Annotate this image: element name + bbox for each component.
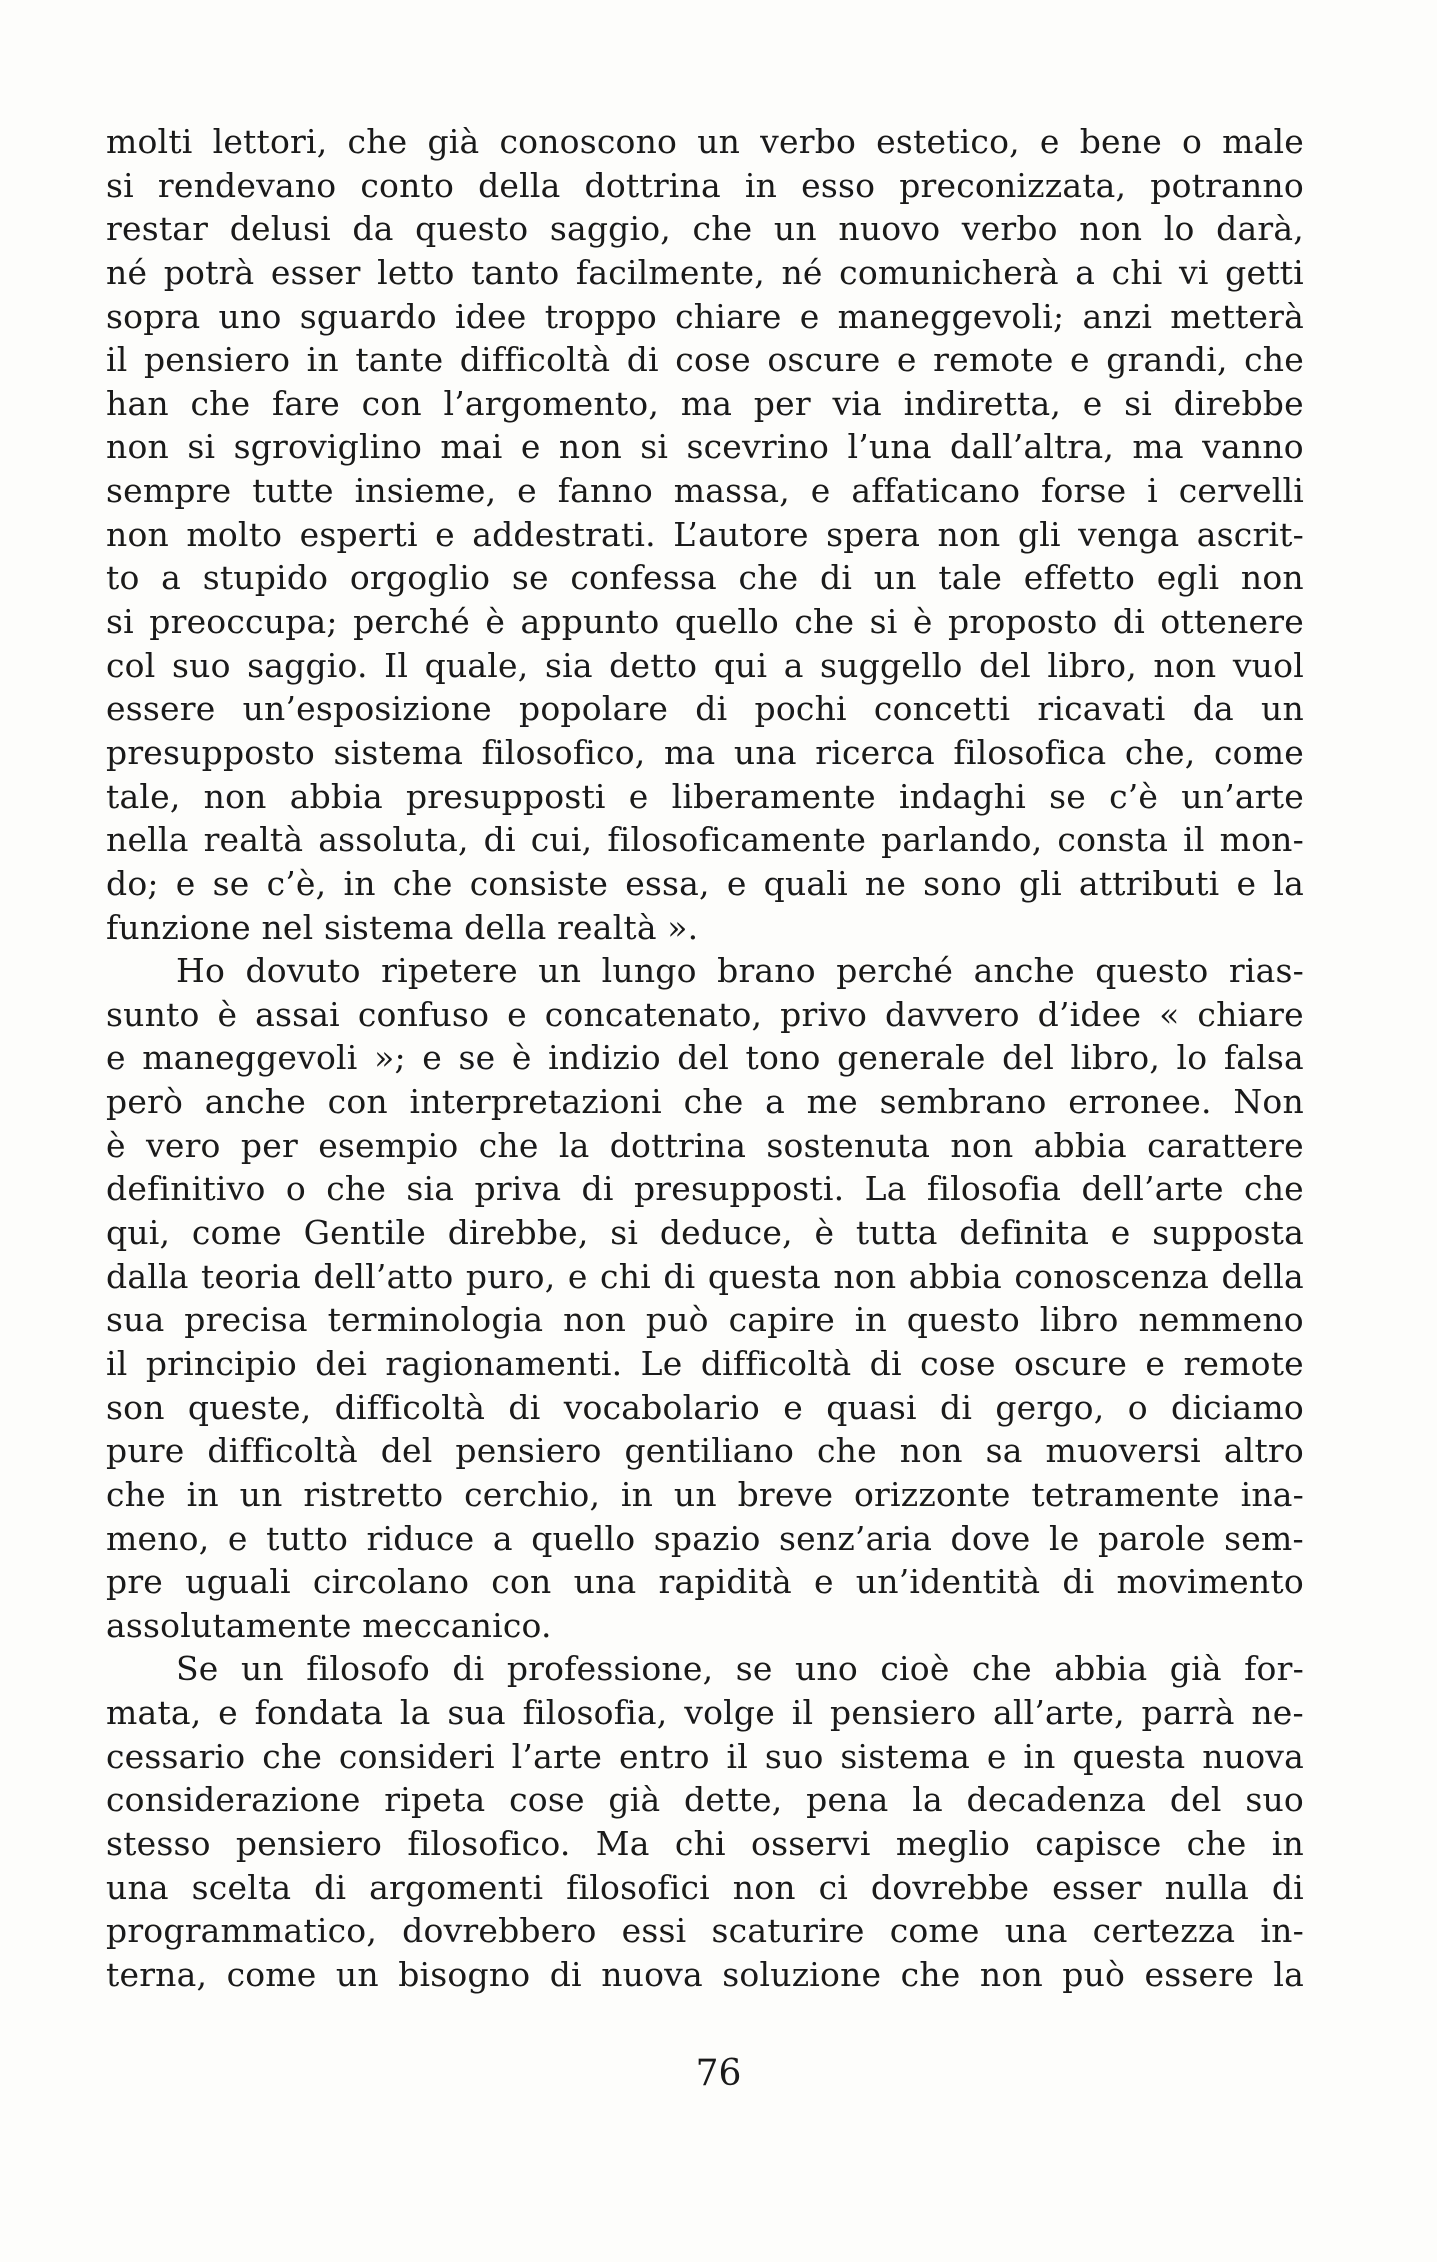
text-line: sunto è assai confuso e concatenato, privo davvero d’idee « chiare (106, 994, 1304, 1034)
text-line: dalla teoria dell’atto puro, e chi di questa non abbia conoscenza della (106, 1256, 1304, 1296)
text-line: qui, come Gentile direbbe, si deduce, è tutta definita e supposta (106, 1213, 1304, 1253)
text-line: il principio dei ragionamenti. Le difficoltà di cose oscure e remote (106, 1343, 1304, 1383)
text-line: to a stupido orgoglio se confessa che di un tale effetto egli non (106, 558, 1304, 598)
text-line: pure difficoltà del pensiero gentiliano che non sa muoversi altro (106, 1431, 1304, 1471)
text-line: che in un ristretto cerchio, in un breve orizzonte tetramente ina- (106, 1474, 1304, 1514)
text-line: una scelta di argomenti filosofici non ci dovrebbe esser nulla di (106, 1867, 1304, 1907)
paragraph (106, 1647, 1304, 1996)
text-line: pre uguali circolano con una rapidità e un’identità di movimento (106, 1562, 1304, 1602)
text-line: sopra uno sguardo idee troppo chiare e maneggevoli; anzi metterà (106, 296, 1304, 336)
paragraph (106, 120, 1304, 949)
body-text (106, 120, 1304, 1997)
text-line: mata, e fondata la sua filosofia, volge il pensiero all’arte, parrà ne- (106, 1693, 1304, 1733)
text-line: però anche con interpretazioni che a me sembrano erronee. Non (106, 1082, 1304, 1122)
text-line: funzione nel sistema della realtà ». (106, 907, 699, 947)
text-line: molti lettori, che già conoscono un verbo estetico, e bene o male (106, 122, 1304, 161)
text-line: si preoccupa; perché è appunto quello che si è proposto di ottenere (106, 602, 1304, 642)
text-line: son queste, difficoltà di vocabolario e quasi di gergo, o diciamo (106, 1387, 1304, 1427)
text-line: sua precisa terminologia non può capire in questo libro nemmeno (106, 1300, 1304, 1340)
text-line: assolutamente meccanico. (106, 1605, 552, 1645)
text-line: definitivo o che sia priva di presupposti. La filosofia dell’arte che (106, 1169, 1304, 1209)
text-line: do; e se c’è, in che consiste essa, e quali ne sono gli attributi e la (106, 863, 1304, 903)
text-line: considerazione ripeta cose già dette, pena la decadenza del suo (106, 1780, 1304, 1820)
text-line: han che fare con l’argomento, ma per via indiretta, e si direbbe (106, 383, 1304, 423)
text-line: è vero per esempio che la dottrina sostenuta non abbia carattere (106, 1125, 1304, 1165)
text-line: Ho dovuto ripetere un lungo brano perché anche questo rias- (176, 951, 1304, 991)
text-line: programmatico, dovrebbero essi scaturire come una certezza in- (106, 1911, 1304, 1951)
text-line: il pensiero in tante difficoltà di cose oscure e remote e grandi, che (106, 340, 1304, 380)
paragraph (106, 949, 1304, 1647)
text-line: col suo saggio. Il quale, sia detto qui a suggello del libro, non vuol (106, 645, 1304, 685)
text-line: non molto esperti e addestrati. L’autore spera non gli venga ascrit- (106, 514, 1304, 554)
text-line: nella realtà assoluta, di cui, filosoficamente parlando, consta il mon- (106, 820, 1304, 860)
text-line: terna, come un bisogno di nuova soluzione che non può essere la (106, 1954, 1304, 1994)
text-line: essere un’esposizione popolare di pochi concetti ricavati da un (106, 689, 1304, 729)
text-line: presupposto sistema filosofico, ma una ricerca filosofica che, come (106, 732, 1304, 772)
text-line: sempre tutte insieme, e fanno massa, e affaticano forse i cervelli (106, 471, 1304, 511)
text-line: meno, e tutto riduce a quello spazio senz’aria dove le parole sem- (106, 1518, 1304, 1558)
text-line: Se un filosofo di professione, se uno cioè che abbia già for- (176, 1649, 1304, 1689)
text-line: restar delusi da questo saggio, che un nuovo verbo non lo darà, (106, 209, 1304, 249)
text-line: né potrà esser letto tanto facilmente, né comunicherà a chi vi getti (106, 252, 1304, 292)
text-line: tale, non abbia presupposti e liberamente indaghi se c’è un’arte (106, 776, 1304, 816)
page-number: 76 (695, 2053, 742, 2094)
text-line: non si sgroviglino mai e non si scevrino l’una dall’altra, ma vanno (106, 427, 1304, 467)
text-line: stesso pensiero filosofico. Ma chi osservi meglio capisce che in (106, 1823, 1304, 1863)
text-line: cessario che consideri l’arte entro il suo sistema e in questa nuova (106, 1736, 1304, 1776)
text-line: e maneggevoli »; e se è indizio del tono generale del libro, lo falsa (106, 1038, 1304, 1078)
text-line: si rendevano conto della dottrina in esso preconizzata, potranno (106, 165, 1304, 205)
